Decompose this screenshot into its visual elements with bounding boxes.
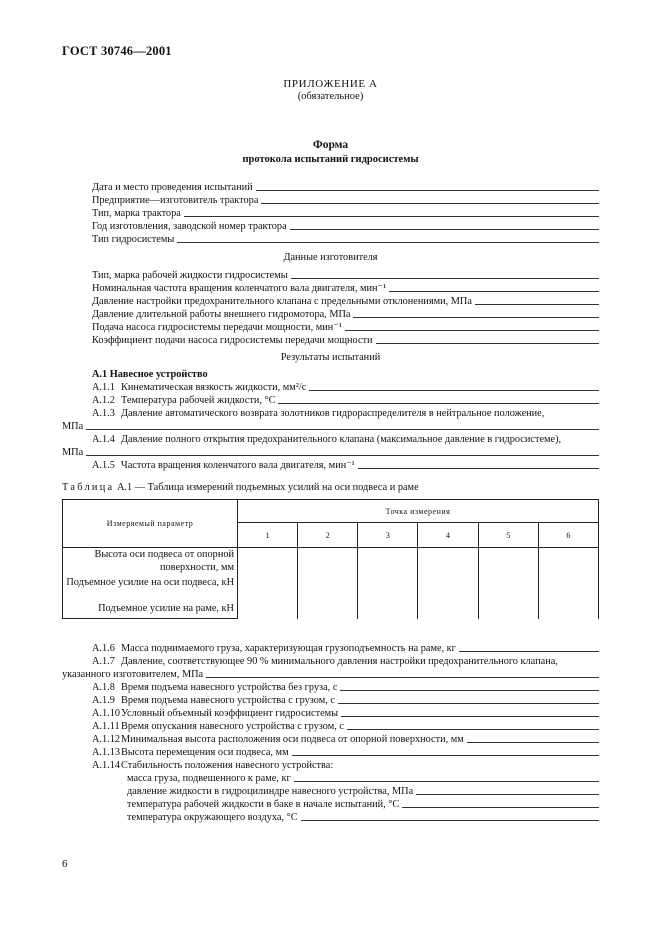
field-line[interactable] xyxy=(92,719,599,732)
field-line[interactable] xyxy=(92,180,599,193)
field-line[interactable] xyxy=(62,419,599,432)
field-label: Стабильность положения навесного устройства: xyxy=(121,760,334,771)
table-cell[interactable] xyxy=(418,602,478,619)
point-header: 5 xyxy=(478,523,538,548)
field-label: Температура рабочей жидкости, °С xyxy=(121,395,276,406)
item-number: А.1.6 xyxy=(92,643,115,654)
standard-code: ГОСТ 30746—2001 xyxy=(62,44,172,58)
table-cell[interactable] xyxy=(298,548,358,575)
table-cell[interactable] xyxy=(358,575,418,602)
table-cell[interactable] xyxy=(418,575,478,602)
field-line[interactable] xyxy=(92,320,599,333)
blank-line[interactable] xyxy=(290,228,599,230)
table-cell[interactable] xyxy=(298,602,358,619)
item-number: А.1.5 xyxy=(92,460,115,471)
blank-line[interactable] xyxy=(389,290,599,292)
table-caption-prefix: Таблица xyxy=(62,482,115,493)
form-title: Форма xyxy=(312,139,349,151)
field-label: Номинальная частота вращения коленчатого вала двигателя, мин⁻¹ xyxy=(92,283,387,294)
blank-line[interactable] xyxy=(416,793,599,795)
section-a1-title: А.1 Навесное устройство xyxy=(92,369,208,380)
table-cell[interactable] xyxy=(478,575,538,602)
item-number: А.1.3 xyxy=(92,408,115,419)
blank-line[interactable] xyxy=(358,467,599,469)
field-line[interactable] xyxy=(92,380,599,393)
field-label: Минимальная высота расположения оси подвеса от опорной поверхности, мм xyxy=(121,734,464,745)
field-line[interactable] xyxy=(92,745,599,758)
field-line[interactable] xyxy=(92,232,599,245)
item-number: А.1.14 xyxy=(92,760,121,771)
table-caption xyxy=(62,482,419,493)
field-label: Частота вращения коленчатого вала двигателя, мин⁻¹ xyxy=(121,460,355,471)
field-line[interactable] xyxy=(92,219,599,232)
appendix-note: (обязательное) xyxy=(297,91,364,102)
points-header: Точка измерения xyxy=(238,500,599,523)
field-label: Давление полного открытия предохранительного клапана (максимальное давление в гидросистеме), xyxy=(121,434,562,445)
field-line xyxy=(92,758,599,771)
blank-line[interactable] xyxy=(459,650,599,652)
field-label: Масса поднимаемого груза, характеризующая грузоподъемность на раме, кг xyxy=(121,643,456,654)
field-line xyxy=(92,432,599,445)
field-label: масса груза, подвешенного к раме, кг xyxy=(127,773,291,784)
field-line[interactable] xyxy=(92,307,599,320)
field-label-continuation: указанного изготовителем, МПа xyxy=(62,669,204,680)
table-cell[interactable] xyxy=(358,548,418,575)
field-line[interactable] xyxy=(92,281,599,294)
field-line[interactable] xyxy=(127,810,599,823)
blank-line[interactable] xyxy=(301,819,599,821)
field-label: Давление, соответствующее 90 % минимального давления настройки предохранительного клапана, xyxy=(121,656,558,667)
field-line[interactable] xyxy=(62,667,599,680)
field-label: Давление автоматического возврата золотников гидрораспределителя в нейтральное положение, xyxy=(121,408,545,419)
point-header: 1 xyxy=(238,523,298,548)
point-header: 2 xyxy=(298,523,358,548)
item-number: А.1.7 xyxy=(92,656,115,667)
field-line[interactable] xyxy=(92,680,599,693)
table-cell[interactable] xyxy=(538,602,598,619)
blank-line[interactable] xyxy=(291,277,599,279)
field-line[interactable] xyxy=(92,732,599,745)
blank-line[interactable] xyxy=(184,215,599,217)
blank-line[interactable] xyxy=(353,316,599,318)
field-line xyxy=(92,406,599,419)
field-line[interactable] xyxy=(92,693,599,706)
results-heading: Результаты испытаний xyxy=(280,352,381,363)
blank-line[interactable] xyxy=(338,702,599,704)
field-label: Условный объемный коэффициент гидросистемы xyxy=(121,708,339,719)
field-line[interactable] xyxy=(92,206,599,219)
item-number: А.1.8 xyxy=(92,682,115,693)
table-caption-text: А.1 — Таблица измерений подъемных усилий на оси подвеса и раме xyxy=(117,482,419,493)
blank-line[interactable] xyxy=(467,741,599,743)
table-cell[interactable] xyxy=(478,602,538,619)
field-label: давление жидкости в гидроцилиндре навесного устройства, МПа xyxy=(127,786,414,797)
blank-line[interactable] xyxy=(292,754,599,756)
blank-line[interactable] xyxy=(256,189,599,191)
point-header: 4 xyxy=(418,523,478,548)
field-label-continuation: МПа xyxy=(62,421,84,432)
item-number: А.1.2 xyxy=(92,395,115,406)
field-label: Год изготовления, заводской номер трактора xyxy=(92,221,287,232)
table-cell[interactable] xyxy=(238,548,298,575)
blank-line[interactable] xyxy=(347,728,599,730)
field-label: Тип, марка трактора xyxy=(92,208,181,219)
point-header: 6 xyxy=(538,523,598,548)
field-label: Время подъема навесного устройства с грузом, с xyxy=(121,695,335,706)
field-label: Дата и место проведения испытаний xyxy=(92,182,253,193)
blank-line[interactable] xyxy=(86,454,599,456)
table-cell[interactable] xyxy=(478,548,538,575)
field-line[interactable] xyxy=(92,193,599,206)
field-line[interactable] xyxy=(92,333,599,346)
item-number: А.1.10 xyxy=(92,708,121,719)
row-label: Подъемное усилие на раме, кН xyxy=(63,602,238,619)
blank-line[interactable] xyxy=(294,780,599,782)
blank-line[interactable] xyxy=(402,806,599,808)
field-line[interactable] xyxy=(92,641,599,654)
field-line[interactable] xyxy=(62,445,599,458)
field-label: Коэффициент подачи насоса гидросистемы передачи мощности xyxy=(92,335,373,346)
table-cell[interactable] xyxy=(538,575,598,602)
row-label: Подъемное усилие на оси подвеса, кН xyxy=(63,575,238,602)
blank-line[interactable] xyxy=(278,402,599,404)
manufacturer-heading: Данные изготовителя xyxy=(283,252,378,263)
field-label: Высота перемещения оси подвеса, мм xyxy=(121,747,289,758)
field-line xyxy=(92,654,599,667)
field-line[interactable] xyxy=(92,294,599,307)
field-line[interactable] xyxy=(92,393,599,406)
results-subheading xyxy=(92,367,599,380)
blank-line[interactable] xyxy=(475,303,599,305)
field-label: Время опускания навесного устройства с грузом, с xyxy=(121,721,344,732)
form-subtitle: протокола испытаний гидросистемы xyxy=(242,154,419,165)
row-label: Высота оси подвеса от опорной поверхности, мм xyxy=(63,548,238,575)
field-line[interactable] xyxy=(127,771,599,784)
field-label: Подача насоса гидросистемы передачи мощности, мин⁻¹ xyxy=(92,322,342,333)
blank-line[interactable] xyxy=(177,241,599,243)
blank-line[interactable] xyxy=(340,689,599,691)
item-number: А.1.1 xyxy=(92,382,115,393)
blank-line[interactable] xyxy=(309,389,599,391)
item-number: А.1.12 xyxy=(92,734,121,745)
measurement-table xyxy=(62,499,599,619)
field-label: Время подъема навесного устройства без груза, с xyxy=(121,682,338,693)
table-cell[interactable] xyxy=(358,602,418,619)
field-label: Тип, марка рабочей жидкости гидросистемы xyxy=(92,270,288,281)
field-line[interactable] xyxy=(92,458,599,471)
table-row xyxy=(63,548,599,575)
table-cell[interactable] xyxy=(238,602,298,619)
table-cell[interactable] xyxy=(538,548,598,575)
field-label: Кинематическая вязкость жидкости, мм²/с xyxy=(121,382,307,393)
table-cell[interactable] xyxy=(298,575,358,602)
table-row xyxy=(63,602,599,619)
field-label: температура рабочей жидкости в баке в начале испытаний, °С xyxy=(127,799,400,810)
field-line[interactable] xyxy=(92,706,599,719)
param-header: Измеряемый параметр xyxy=(63,500,238,548)
field-label: температура окружающего воздуха, °С xyxy=(127,812,298,823)
table-row xyxy=(63,575,599,602)
item-number: А.1.11 xyxy=(92,721,120,732)
field-line[interactable] xyxy=(127,797,599,810)
blank-line[interactable] xyxy=(341,715,599,717)
item-number: А.1.4 xyxy=(92,434,115,445)
blank-line[interactable] xyxy=(261,202,599,204)
point-header: 3 xyxy=(358,523,418,548)
field-label: Давление настройки предохранительного клапана с предельными отклонениями, МПа xyxy=(92,296,472,307)
item-number: А.1.13 xyxy=(92,747,121,758)
blank-line[interactable] xyxy=(86,428,599,430)
table-cell[interactable] xyxy=(418,548,478,575)
field-label: Предприятие—изготовитель трактора xyxy=(92,195,259,206)
field-label-continuation: МПа xyxy=(62,447,84,458)
field-label: Давление длительной работы внешнего гидромотора, МПа xyxy=(92,309,351,320)
blank-line[interactable] xyxy=(345,329,599,331)
item-number: А.1.9 xyxy=(92,695,115,706)
appendix-title: ПРИЛОЖЕНИЕ А xyxy=(283,78,378,90)
field-label: Тип гидросистемы xyxy=(92,234,175,245)
blank-line[interactable] xyxy=(206,676,599,678)
field-line[interactable] xyxy=(92,268,599,281)
blank-line[interactable] xyxy=(376,342,599,344)
field-line[interactable] xyxy=(127,784,599,797)
page-number: 6 xyxy=(62,858,68,870)
table-cell[interactable] xyxy=(238,575,298,602)
